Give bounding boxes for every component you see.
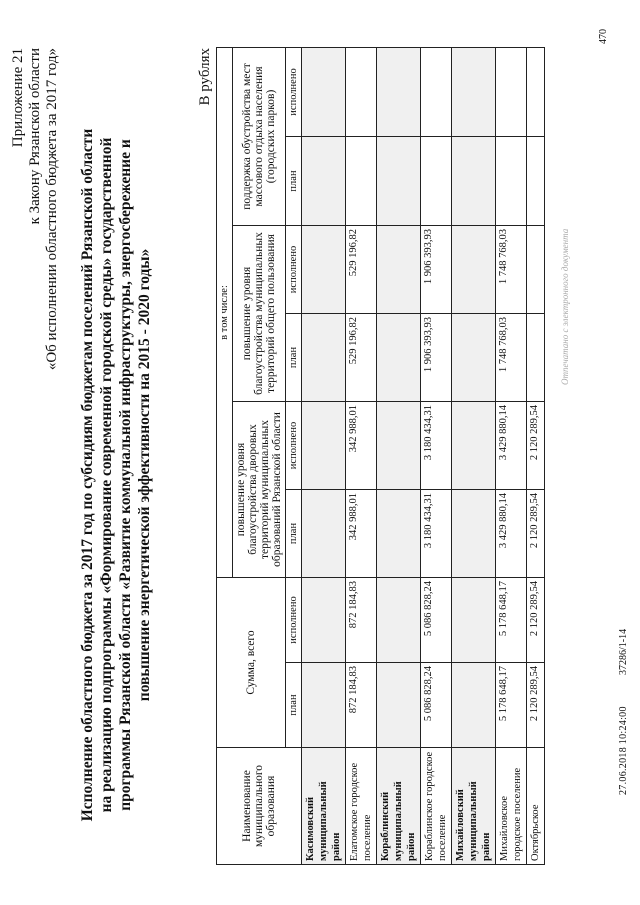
- done-value-cell: [346, 47, 377, 136]
- done-value-cell: [527, 226, 545, 314]
- plan-value-cell: [377, 490, 421, 578]
- page-number: 470: [598, 29, 609, 44]
- done-value-cell: 3 429 880,14: [496, 402, 527, 490]
- header-done: исполнено: [286, 402, 302, 490]
- done-value-cell: 3 180 434,31: [421, 402, 452, 490]
- plan-value-cell: [452, 490, 496, 578]
- appendix-line-2: к Закону Рязанской области: [27, 48, 43, 225]
- plan-value-cell: [346, 137, 377, 226]
- plan-value-cell: [496, 137, 527, 226]
- header-done: исполнено: [286, 578, 302, 663]
- plan-value-cell: 5 178 648,17: [496, 663, 527, 748]
- table-row: [527, 47, 545, 864]
- done-value-cell: 5 178 648,17: [496, 578, 527, 663]
- plan-value-cell: [302, 314, 346, 402]
- done-value-cell: 5 086 828,24: [421, 578, 452, 663]
- done-value-cell: 342 988,01: [346, 402, 377, 490]
- plan-value-cell: [302, 137, 346, 226]
- table-row: [421, 47, 452, 864]
- done-value-cell: 529 196,82: [346, 226, 377, 314]
- plan-value-cell: 5 086 828,24: [421, 663, 452, 748]
- table-body: [302, 47, 545, 864]
- done-value-cell: 2 120 289,54: [527, 402, 545, 490]
- plan-value-cell: 342 988,01: [346, 490, 377, 578]
- header-public-territories: повышение уровня благоустройства муниципальных территорий общего пользования: [233, 226, 286, 402]
- municipality-name: Касимовский муниципальный район: [302, 748, 346, 865]
- plan-value-cell: [452, 663, 496, 748]
- header-name: Наименование муниципального образования: [217, 748, 302, 865]
- plan-value-cell: [452, 314, 496, 402]
- appendix-line-3: «Об исполнении областного бюджета за 2017 год»: [44, 48, 60, 371]
- done-value-cell: [452, 578, 496, 663]
- done-value-cell: [377, 578, 421, 663]
- footer-timestamp: 27.06.2018 10:24:00: [618, 706, 629, 795]
- table-row: [346, 47, 377, 864]
- header-parks: поддержка обустройства мест массового отдыха населения (городских парков): [233, 47, 286, 225]
- done-value-cell: [302, 402, 346, 490]
- footer-doc-id: 37286/1-14: [618, 628, 629, 675]
- plan-value-cell: [527, 314, 545, 402]
- header-plan: план: [286, 137, 302, 226]
- header-plan: план: [286, 663, 302, 748]
- done-value-cell: 1 748 768,03: [496, 226, 527, 314]
- budget-table: [216, 47, 545, 865]
- municipality-name: Октябрьское: [527, 748, 545, 865]
- plan-value-cell: [377, 314, 421, 402]
- municipality-name: Михайловское городское поселение: [496, 748, 527, 865]
- done-value-cell: [377, 226, 421, 314]
- done-value-cell: [302, 578, 346, 663]
- plan-value-cell: 1 748 768,03: [496, 314, 527, 402]
- done-value-cell: [377, 402, 421, 490]
- plan-value-cell: 529 196,82: [346, 314, 377, 402]
- done-value-cell: 872 184,83: [346, 578, 377, 663]
- plan-value-cell: 2 120 289,54: [527, 490, 545, 578]
- plan-value-cell: 3 429 880,14: [496, 490, 527, 578]
- header-plan: план: [286, 314, 302, 402]
- municipality-name: Елатомское городское поселение: [346, 748, 377, 865]
- done-value-cell: 2 120 289,54: [527, 578, 545, 663]
- municipality-name: Кораблинский муниципальный район: [377, 748, 421, 865]
- table-row: [302, 47, 346, 864]
- header-total: Сумма, всего: [217, 578, 286, 748]
- plan-value-cell: 1 906 393,93: [421, 314, 452, 402]
- plan-value-cell: 2 120 289,54: [527, 663, 545, 748]
- done-value-cell: [302, 47, 346, 136]
- appendix-header: [10, 48, 61, 370]
- plan-value-cell: [452, 137, 496, 226]
- watermark: Отпечатано с электронного документа: [560, 228, 570, 385]
- header-plan: план: [286, 490, 302, 578]
- done-value-cell: [452, 226, 496, 314]
- header-including: в том числе:: [217, 47, 233, 577]
- done-value-cell: [452, 47, 496, 136]
- done-value-cell: [421, 47, 452, 136]
- done-value-cell: [452, 402, 496, 490]
- municipality-name: Михайловский муниципальный район: [452, 748, 496, 865]
- header-courtyards: повышение уровня благоустройства дворовых территорий муниципальных образований Рязанской области: [233, 402, 286, 578]
- done-value-cell: [377, 47, 421, 136]
- header-done: исполнено: [286, 226, 302, 314]
- document-title: Исполнение областного бюджета за 2017 год по субсидиям бюджетам поселений Рязанской области на реализацию подпрограммы «Формирование современной городской среды» государственной программы Рязанской области «Развитие коммунальной инфраструктуры, энергосбережение и повышение энергетической эффективности на 2015 - 2020 годы»: [79, 128, 153, 822]
- plan-value-cell: 872 184,83: [346, 663, 377, 748]
- appendix-line-1: Приложение 21: [10, 48, 26, 148]
- table-row: [496, 47, 527, 864]
- municipality-name: Кораблинское городское поселение: [421, 748, 452, 865]
- plan-value-cell: [377, 137, 421, 226]
- done-value-cell: [527, 47, 545, 136]
- done-value-cell: [302, 226, 346, 314]
- plan-value-cell: [527, 137, 545, 226]
- done-value-cell: 1 906 393,93: [421, 226, 452, 314]
- table-row: [377, 47, 421, 864]
- plan-value-cell: [302, 663, 346, 748]
- plan-value-cell: [377, 663, 421, 748]
- plan-value-cell: 3 180 434,31: [421, 490, 452, 578]
- done-value-cell: [496, 47, 527, 136]
- header-done: исполнено: [286, 47, 302, 136]
- plan-value-cell: [421, 137, 452, 226]
- plan-value-cell: [302, 490, 346, 578]
- units-label: В рублях: [197, 48, 213, 106]
- table-row: [452, 47, 496, 864]
